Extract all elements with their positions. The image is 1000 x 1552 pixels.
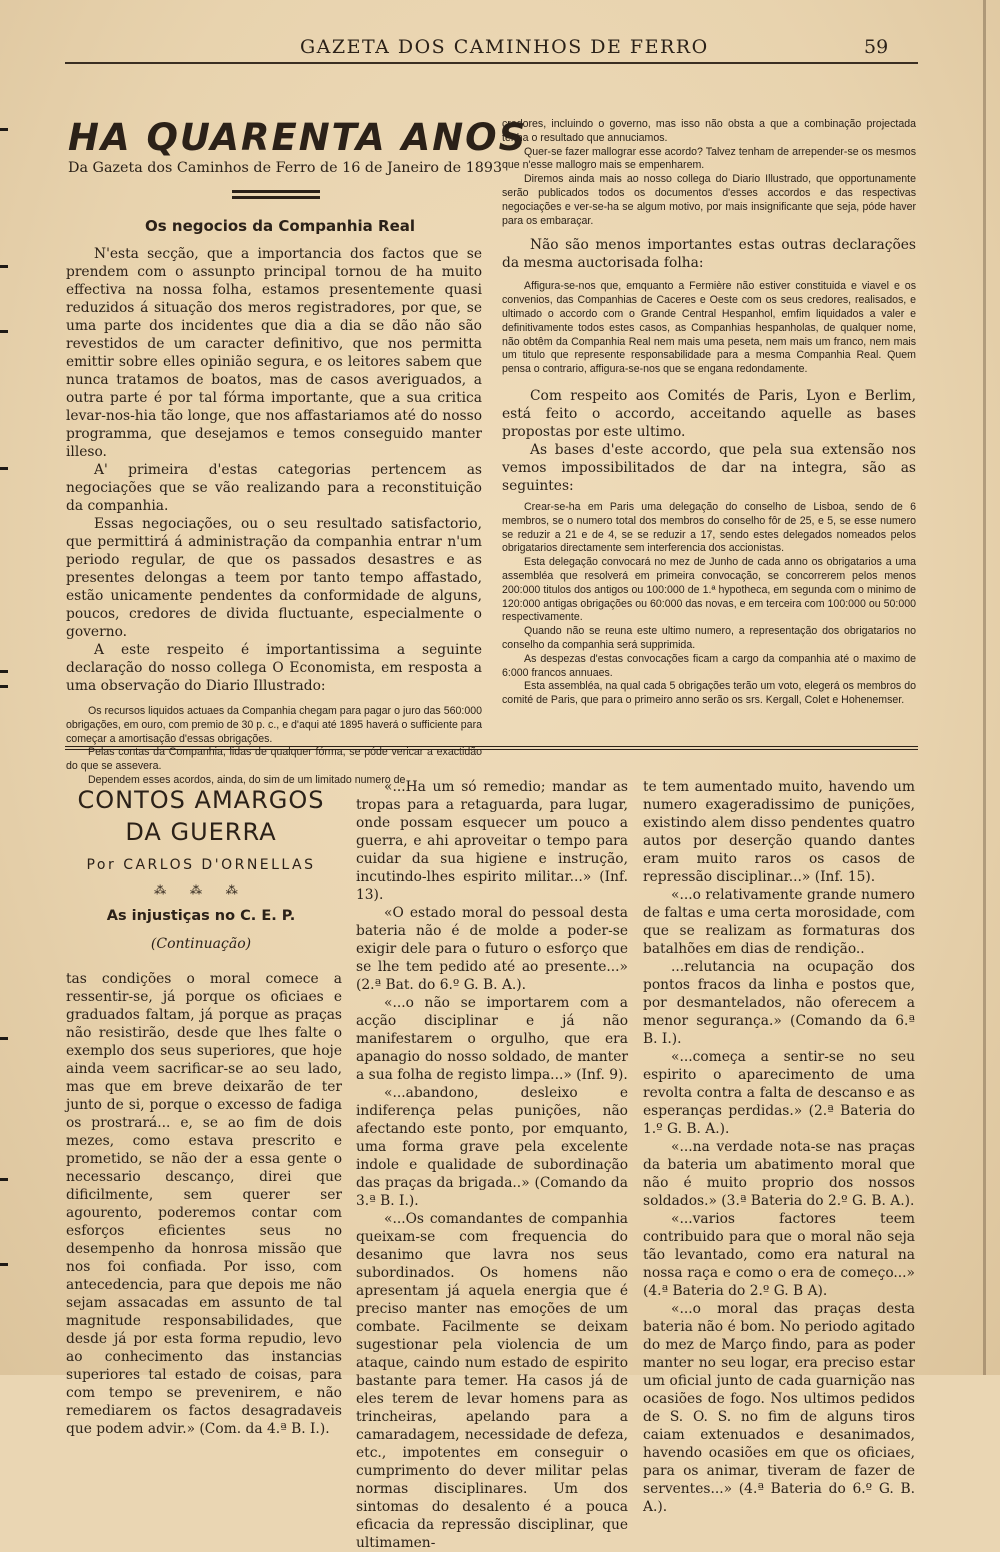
page-number: 59 [864, 36, 889, 58]
page-edge-shadow [983, 0, 986, 1375]
contos-column-1 [66, 970, 342, 1438]
contos-title-line: CONTOS AMARGOS [77, 786, 325, 814]
paragraph: «...o moral das praças desta bateria não é bom. No periodo agitado do mez de Março findo, para as poder manter no seu logar, era preciso estar um oficial junto de cada guarnição nas ocasiões de fogo. Nos ultimos pedidos de S. O. S. no fim de alguns tiros caiam extenuados e desanimados, havendo ocasiões em que os oficiaes, para os animar, tiveram de fazer de serventes...» (4.ª Bateria do 6.º G. B. A.). [643, 1301, 915, 1515]
quote-paragraph: As despezas d'estas convocações ficam a cargo da companhia até o maximo de 6:000 francos annuaes. [502, 652, 916, 679]
paragraph: «...o não se importarem com a acção disciplinar e já não manifestarem o orgulho, que era apanagio do nosso soldado, de manter a sua folha de registo limpa...» (Inf. 9). [356, 995, 628, 1083]
section-divider [65, 746, 918, 753]
quote-paragraph: Quando não se reuna este ultimo numero, a representação dos obrigatarios no conselho da companhia será supprimida. [502, 625, 916, 651]
contos-title-line: DA GUERRA [125, 818, 277, 846]
quote-paragraph: Pelas contas da Companhia, lidas de qualquer fórma, se póde vericar a exactidão do que se assevera. [66, 746, 482, 773]
paragraph: «O estado moral do pessoal desta bateria não é de molde a poder-se exigir dele para o futuro o esforço que se lhe tem pedido até ao presente...» (2.ª Bat. do 6.º G. B. A.). [356, 905, 628, 993]
asterism-divider: ⁂ ⁂ ⁂ [154, 883, 248, 897]
quote-paragraph: Esta delegação convocará no mez de Junho de cada anno os obrigatarios a uma assembléa que resolverá em primeira convocação, se concorrerem pelos menos 200:000 titulos dos antigos ou 100:000 de 1.ª hypotheca, em segunda com o minimo de 120:000 antigas obrigações ou 60:000 das novas, e em terceira com 100:000 ou 50:000 respectivamente. [502, 556, 916, 624]
contos-column-3 [643, 778, 915, 1516]
author-byline: Por CARLOS D'ORNELLAS [86, 857, 316, 873]
section-heading-forty-years: HA QUARENTA ANOS [68, 116, 528, 159]
paragraph: «...começa a sentir-se no seu espirito o aparecimento de uma revolta contra a falta de descanso e as esperanças perdidas.» (2.ª Bateria do 1.º G. B. A.). [643, 1049, 915, 1137]
article-title-companhia-real: Os negocios da Companhia Real [145, 217, 415, 235]
paragraph: «...Ha um só remedio; mandar as tropas para a retaguarda, para lugar, onde possam esquecer um pouco a guerra, e ahi aproveitar o tempo para cuidar da sua higiene e instrução, incutindo-lhes espirito militar...» (Inf. 13). [356, 779, 628, 903]
paragraph: «...Os comandantes de companhia queixam-se com frequencia do desanimo que lavra nos seus subordinados. Os homens não apresentam já aquela energia que é preciso manter nas emoções de um combate. Facilmente se deixam sugestionar pela violencia de um ataque, caindo num estado de espirito bastante para temer. Ha casos já de eles terem de levar homens para as trincheiras, apelando para a camaradagem, necessidade de defeza, etc., impotentes em conseguir o cumprimento do dever militar pelas normas disciplinares. Um dos sintomas do desalento é a pouca eficacia da repressão disciplinar, que ultimamen- [356, 1211, 628, 1551]
contos-title [70, 784, 332, 848]
chapter-subheading: As injustiças no C. E. P. [106, 908, 296, 924]
contos-column-2 [356, 778, 628, 1552]
paragraph: Essas negociações, ou o seu resultado satisfactorio, que permittirá á administração da companhia entrar n'um periodo regular, de que os passados desastres e as presentes delongas a teem por tanto tempo affastado, estão unicamente pendentes da conformidade de alguns, poucos, credores de divida fluctuante, especialmente o governo. [66, 516, 482, 640]
paragraph: «...o relativamente grande numero de faltas e uma certa morosidade, com que se realizam as formaturas dos batalhões em dias de rendição.. [643, 887, 915, 957]
paragraph: te tem aumentado muito, havendo um numero exageradissimo de punições, existindo alem disso pendentes quatro autos por deserção quando dantes eram muito raros os casos de repressão disciplinar...» (Inf. 15). [643, 779, 915, 885]
paragraph: «...abandono, desleixo e indiferença pelas punições, não afectando este ponto, por emquanto, uma forma grave pela excelente indole e qualidade de subordinação das praças da brigada..» (Comando da 3.ª B. I.). [356, 1085, 628, 1209]
section-subheading-source: Da Gazeta dos Caminhos de Ferro de 16 de Janeiro de 1893 [68, 160, 503, 176]
paragraph: Não são menos importantes estas outras declarações da mesma auctorisada folha: [502, 237, 916, 272]
paragraph: A' primeira d'estas categorias pertencem as negociações que se vão realizando para a reconstituição da companhia. [66, 462, 482, 514]
header-rule [65, 62, 918, 64]
paragraph: As bases d'este accordo, que pela sua extensão nos vemos impossibilitados de dar na integra, são as seguintes: [502, 441, 916, 494]
forty-years-left-column [66, 245, 482, 788]
paragraph: ...relutancia na ocupação dos pontos fracos da linha e postos que, por desmantelados, não oferecem a menor segurança.» (Comando da 6.ª B. I.). [643, 959, 915, 1047]
ornament-divider [232, 190, 320, 202]
quote-paragraph: Crear-se-ha em Paris uma delegação do conselho de Lisboa, sendo de 6 membros, se o numero total dos membros do conselho fôr de 25, e 5, se esse numero se reduzir a 21 e de 4, se se reduzir a 17, sendo estes delegados nomeados pelos obrigatarios directamente sem interferencia dos accionistas. [502, 500, 916, 555]
quote-paragraph: Dependem esses acordos, ainda, do sim de um limitado numero de [88, 773, 406, 786]
quote-paragraph: Diremos ainda mais ao nosso collega do Diario Illustrado, que opportunamente serão publicados todos os documentos d'esses accordos e das respectivas negociações e ver-se-ha se algum motivo, por mais insignificante que seja, póde haver para os embaraçar. [502, 173, 916, 227]
forty-years-right-column [502, 118, 916, 708]
quote-paragraph: credores, incluindo o governo, mas isso não obsta a que a combinação projectada tenha o resultado que annuciamos. [502, 118, 916, 144]
quote-paragraph: Esta assembléa, na qual cada 5 obrigações terão um voto, elegerá os membros do comité de Paris, que para o primeiro anno serão os srs. Kergall, Colet e Hohenemser. [502, 680, 916, 707]
paragraph: tas condições o moral comece a ressentir-se, já porque os oficiaes e graduados faltam, já porque as praças não resistirão, desde que lhes falte o exemplo dos seus superiores, que hoje ainda veem sacrificar-se ao seu lado, mas que em breve deixarão de ter junto de si, porque o excesso de fadiga os prostrará... e, se ao fim de dois mezes, como estava prescrito e prometido, se não der a essa gente o necessario descanço, direi que dificilmente, sem querer ser agourento, poderemos contar com esforços eficientes seus no desempenho da honrosa missão que nos foi confiada. Por isso, com antecedencia, para que depois me não sejam assacadas em assunto de tal magnitude responsabilidades, que desde já por esta forma repudio, levo ao conhecimento das instancias superiores tal estado de coisas, para com tempo se prevenirem, e não remediarem os factos desagradaveis que podem advir.» (Com. da 4.ª B. I.). [66, 971, 342, 1437]
paragraph: «...na verdade nota-se nas praças da bateria um abatimento moral que não é muito proprio dos nossos soldados.» (3.ª Bateria do 2.º G. B. A.). [643, 1139, 915, 1209]
journal-title: GAZETA DOS CAMINHOS DE FERRO [300, 36, 709, 58]
paragraph: N'esta secção, que a importancia dos factos que se prendem com o assunpto principal tornou de ha muito effectiva na nossa folha, estamos presentemente quasi reduzidos á situação dos meros registradores, por que, se uma parte dos incidentes que dia a dia se dão não são revestidos de um caracter definitivo, que nos permitta emittir sobre elles opinião segura, e os leitores sabem que nunca tratamos de boatos, mas de casos averiguados, a outra parte é por tal fórma importante, que a sua critica levar-nos-hia tão longe, que nos affastariamos até do nosso programma, que desejamos e temos conseguido manter illeso. [66, 246, 482, 460]
quote-paragraph: Quer-se fazer mallograr esse acordo? Talvez tenham de arrepender-se os mesmos que n'esse mallogro mais se empenharem. [502, 145, 916, 172]
quote-paragraph: Affigura-se-nos que, emquanto a Fermière não estiver constituida e viavel e os convenios, das Companhias de Caceres e Oeste com os seus credores, realisados, e ultimado o accordo com o Grande Central Hespanhol, emfim liquidados a valer e definitivamente todos estes casos, as Companhias hespanholas, de qualquer nome, não obtêm da Companhia Real nem mais uma peseta, nem mais um franco, nem mais um titulo que represente responsabilidade para a mesma Companhia Real. Quem pensa o contrario, affigura-se-nos que se engana redondamente. [502, 280, 916, 376]
paragraph: «...varios factores teem contribuido para que o moral não seja tão levantado, como era natural na nossa raça e como o era de começo...» (4.ª Bateria do 2.º G. B A). [643, 1211, 915, 1299]
continuation-note: (Continuação) [150, 936, 252, 952]
paragraph: Com respeito aos Comités de Paris, Lyon e Berlim, está feito o accordo, acceitando aquelle as bases propostas por este ultimo. [502, 387, 916, 440]
paragraph: A este respeito é importantissima a seguinte declaração do nosso collega O Economista, em resposta a uma observação do Diario Illustrado: [66, 642, 482, 694]
quote-paragraph: Os recursos liquidos actuaes da Companhia chegam para pagar o juro das 560:000 obrigações, em ouro, com premio de 30 p. c., e d'aqui até 1895 haverá o sufficiente para começar a amortisação d'essas obrigações. [66, 705, 482, 745]
